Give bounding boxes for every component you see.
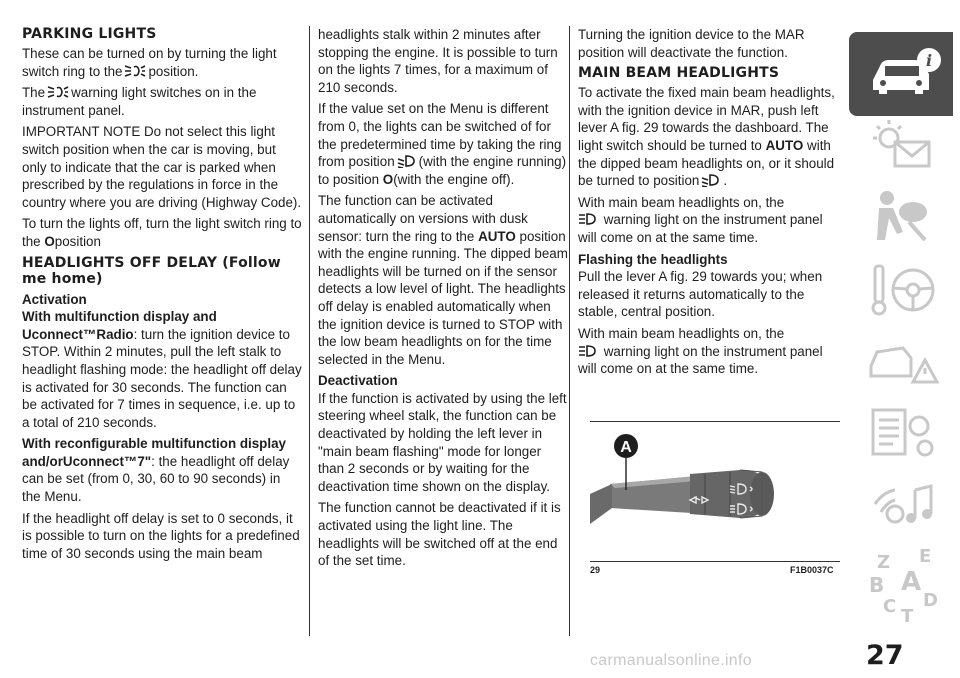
callout-a: A xyxy=(620,439,632,456)
starting-driving-icon xyxy=(863,258,943,322)
column-2 xyxy=(318,26,568,574)
text-segment: The function can be activated automatically on versions with dusk sensor: turn the ring to the xyxy=(318,193,528,244)
emergency-icon xyxy=(863,330,943,394)
subheading-flashing: Flashing the headlights xyxy=(578,251,728,267)
text-segment: With main beam headlights on, the xyxy=(578,325,785,341)
text-segment: : turn the ignition device to STOP. Within 2 minutes, pull the left stalk to headlight flashing mode: the headlight off delay is activated for 30 seconds. The function can be activated for 7 times in sequence, i.e. up to a total of 210 seconds. xyxy=(22,326,302,430)
paragraph-activation-radio xyxy=(22,308,302,431)
paragraph-activation-uconnect xyxy=(22,435,302,505)
main-beam-icon xyxy=(578,344,598,358)
multimedia-icon xyxy=(863,474,943,538)
text-segment: warning light on the instrument panel will come on at the same time. xyxy=(578,343,823,377)
index-letter: B xyxy=(869,573,885,597)
column-1 xyxy=(22,26,302,566)
index-letter: E xyxy=(919,546,932,567)
dipped-beam-icon xyxy=(701,173,721,187)
paragraph-deactivation: If the function is activated by using the left steering wheel stalk, the function can be deactivated by holding the left lever in "main beam flashing" mode for longer than 2 seconds or by waiting for the deactivation time shown on the display. xyxy=(318,390,567,494)
column-divider-2 xyxy=(569,26,570,636)
warning-lights-icon xyxy=(863,114,943,178)
heading-parking-lights: PARKING LIGHTS xyxy=(22,26,157,42)
auto-label: AUTO xyxy=(478,228,516,244)
subheading-activation: Activation xyxy=(22,291,87,307)
text-segment: To activate the fixed main beam headlights, with the ignition device in MAR, push left lever A fig. 29 towards the dashboard. The light switch should be turned to xyxy=(578,85,835,153)
svg-text:i: i xyxy=(925,51,933,70)
light-stalk-illustration xyxy=(590,424,840,558)
text-segment: position with the engine running. The dipped beam headlights will be turned on if the sensor detects a low level of light. The headlights off delay is enabled automatically when the ignition device is turned to STOP with the low beam headlights on for the time selected in the Menu. xyxy=(318,228,568,367)
position-o-label: O xyxy=(382,171,394,187)
bold-label: With multifunction display and Uconnect™Radio xyxy=(22,309,217,342)
paragraph-mar: Turning the ignition device to the MAR position will deactivate the function. xyxy=(578,27,805,60)
paragraph-menu-value xyxy=(318,100,568,188)
paragraph-parking-1 xyxy=(22,45,302,80)
text-segment: : the headlight off delay can be set (from 0, 30, 60 to 90 seconds) in the Menu. xyxy=(22,453,290,505)
dipped-beam-icon xyxy=(397,154,417,168)
main-beam-icon xyxy=(578,212,598,226)
text-segment: The xyxy=(22,85,46,101)
position-o-label: O xyxy=(44,233,55,249)
text-segment: (with the engine off). xyxy=(393,171,515,187)
tab-index[interactable] xyxy=(849,536,953,626)
index-letter: D xyxy=(923,590,938,611)
paragraph-turn-off xyxy=(22,215,302,250)
car-info-icon xyxy=(863,42,943,106)
paragraph-stalk: headlights stalk within 2 minutes after stopping the engine. It is possible to turn on the lights 7 times, for a maximum of 210 seconds. xyxy=(318,27,558,95)
text-segment: To turn the lights off, turn the light switch ring to the xyxy=(22,216,302,249)
text-segment: warning light on the instrument panel will come on at the same time. xyxy=(578,212,823,245)
figure-rule-top xyxy=(590,421,840,422)
figure-rule-bottom xyxy=(590,561,840,562)
heading-main-beam: MAIN BEAM HEADLIGHTS xyxy=(578,65,780,82)
paragraph-main-beam-warning xyxy=(578,194,840,247)
maintenance-icon xyxy=(863,402,943,466)
text-segment: . xyxy=(723,173,728,189)
text-segment: These can be turned on by turning the light switch ring to the xyxy=(22,46,277,79)
paragraph-important-note: IMPORTANT NOTE Do not select this light switch position when the car is moving, but only to indicate that the car is parked when prescribed by the regulations in force in the country where you are driving (Highway Code). xyxy=(22,124,302,210)
bold-label: With reconfigurable multifunction display and/orUconnect™7" xyxy=(22,436,286,469)
index-letter: T xyxy=(901,606,914,626)
paragraph-flashing-warning xyxy=(578,325,840,378)
auto-label: AUTO xyxy=(765,137,804,153)
figure-number: 29 xyxy=(590,565,601,575)
watermark: carmanualsonline.info xyxy=(590,652,752,669)
page-number: 27 xyxy=(866,640,904,671)
text-segment: (with the engine running) to position xyxy=(318,154,567,187)
subheading-deactivation: Deactivation xyxy=(318,373,398,389)
paragraph-cannot-deactivate: The function cannot be deactivated if it is activated using the light line. The headlights will be switched off at the end of the set time. xyxy=(318,500,561,569)
index-letter: Z xyxy=(877,552,891,573)
paragraph-parking-2 xyxy=(22,84,302,119)
paragraph-delay-zero: If the headlight off delay is set to 0 seconds, it is possible to turn on the lights for a predefined time of 30 seconds using the main beam xyxy=(22,510,300,561)
chapter-sidebar xyxy=(849,32,953,628)
index-letter: C xyxy=(883,596,897,617)
column-divider-1 xyxy=(309,26,310,636)
side-lights-icon xyxy=(124,64,146,78)
index-letter: A xyxy=(901,567,922,597)
text-segment: If the value set on the Menu is different from 0, the lights can be switched of for the predetermined time by taking the ring from position xyxy=(318,101,562,170)
paragraph-flashing: Pull the lever A fig. 29 towards you; when released it returns automatically to the stable, central position. xyxy=(578,269,823,320)
text-segment: warning light switches on in the instrument panel. xyxy=(22,85,257,118)
safety-icon xyxy=(863,186,943,250)
column-3 xyxy=(578,26,840,382)
paragraph-dusk-sensor xyxy=(318,192,568,368)
text-segment: position. xyxy=(148,63,199,79)
text-segment: with the dipped beam headlights on, or it should be turned to position xyxy=(578,137,835,189)
paragraph-main-beam-activate xyxy=(578,84,840,190)
figure-29-stalk xyxy=(590,424,840,558)
text-segment: With main beam headlights on, the xyxy=(578,194,785,210)
figure-code: F1B0037C xyxy=(790,565,834,575)
text-segment: position xyxy=(54,233,101,249)
heading-headlights-off-delay: HEADLIGHTS OFF DELAY (Follow me home) xyxy=(22,254,281,287)
side-lights-warning-icon xyxy=(47,85,69,99)
index-icon xyxy=(863,546,943,626)
